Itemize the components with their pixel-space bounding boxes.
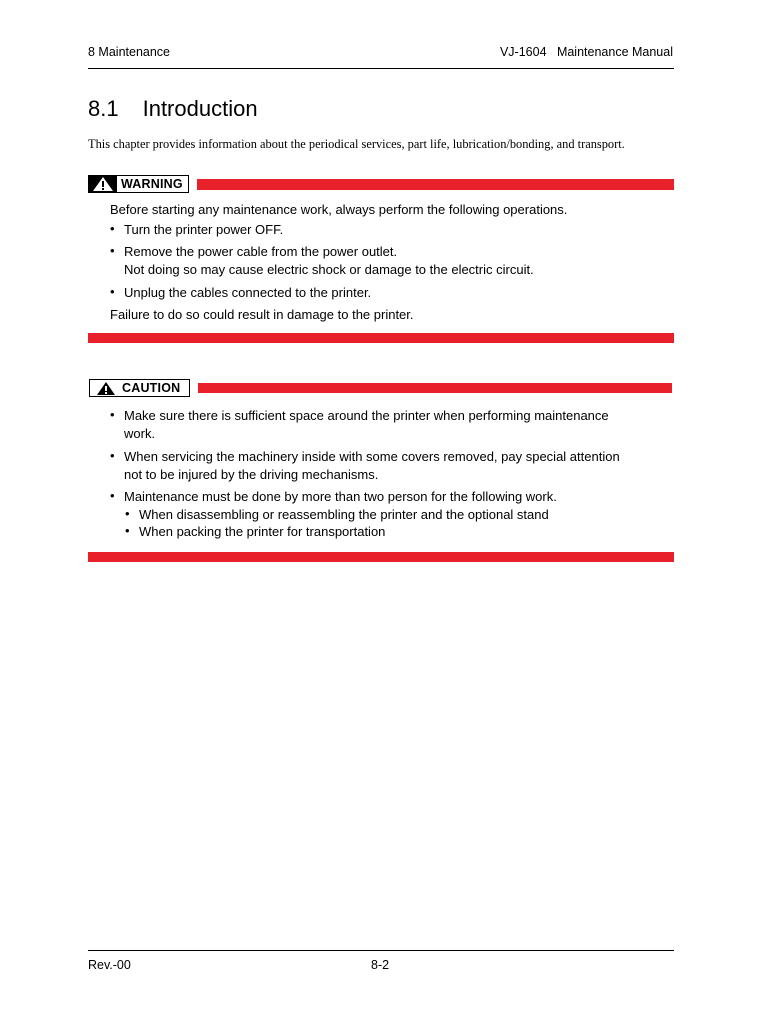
warning-top-bar bbox=[197, 179, 674, 190]
caution-label-text: CAUTION bbox=[122, 381, 181, 395]
section-number: 8.1 bbox=[88, 96, 119, 121]
sub-bullet-glyph: • bbox=[125, 523, 130, 538]
header-rule bbox=[88, 68, 674, 69]
warning-item: Remove the power cable from the power outlet. bbox=[124, 244, 398, 259]
warning-item: Turn the printer power OFF. bbox=[124, 222, 284, 237]
section-heading bbox=[88, 96, 258, 122]
caution-item-continuation: not to be injured by the driving mechanisms. bbox=[124, 467, 379, 482]
footer-revision: Rev.-00 bbox=[88, 958, 131, 972]
caution-item: When servicing the machinery inside with some covers removed, pay special attention bbox=[124, 449, 620, 464]
caution-bottom-bar bbox=[88, 552, 674, 562]
caution-subitem: When disassembling or reassembling the printer and the optional stand bbox=[139, 507, 549, 522]
warning-label-text: WARNING bbox=[121, 177, 183, 191]
warning-trailer: Failure to do so could result in damage to the printer. bbox=[110, 307, 414, 322]
bullet-glyph: • bbox=[110, 407, 115, 422]
running-header-title: VJ-1604 Maintenance Manual bbox=[499, 45, 673, 59]
bullet-glyph: • bbox=[110, 243, 115, 258]
caution-item: Maintenance must be done by more than two person for the following work. bbox=[124, 489, 557, 504]
caution-top-bar bbox=[198, 383, 672, 393]
sub-bullet-glyph: • bbox=[125, 506, 130, 521]
footer-rule bbox=[88, 950, 674, 951]
bullet-glyph: • bbox=[110, 488, 115, 503]
caution-triangle-icon bbox=[96, 381, 116, 396]
caution-item-continuation: work. bbox=[124, 426, 156, 441]
bullet-glyph: • bbox=[110, 284, 115, 299]
intro-paragraph: This chapter provides information about the periodical services, part life, lubrication/bonding, and transport. bbox=[88, 137, 625, 151]
section-title: Introduction bbox=[142, 96, 258, 121]
warning-bottom-bar bbox=[88, 333, 674, 343]
warning-label bbox=[88, 175, 189, 193]
bullet-glyph: • bbox=[110, 221, 115, 236]
caution-subitem: When packing the printer for transportation bbox=[139, 524, 386, 539]
running-header-chapter: 8 Maintenance bbox=[88, 45, 171, 59]
warning-triangle-icon bbox=[89, 175, 117, 193]
warning-lead: Before starting any maintenance work, always perform the following operations. bbox=[110, 202, 568, 217]
page-number: 8-2 bbox=[371, 958, 390, 972]
warning-item: Unplug the cables connected to the printer. bbox=[124, 285, 372, 300]
bullet-glyph: • bbox=[110, 448, 115, 463]
caution-item: Make sure there is sufficient space around the printer when performing maintenance bbox=[124, 408, 609, 423]
warning-item-continuation: Not doing so may cause electric shock or damage to the electric circuit. bbox=[124, 262, 534, 277]
caution-label bbox=[89, 379, 190, 397]
